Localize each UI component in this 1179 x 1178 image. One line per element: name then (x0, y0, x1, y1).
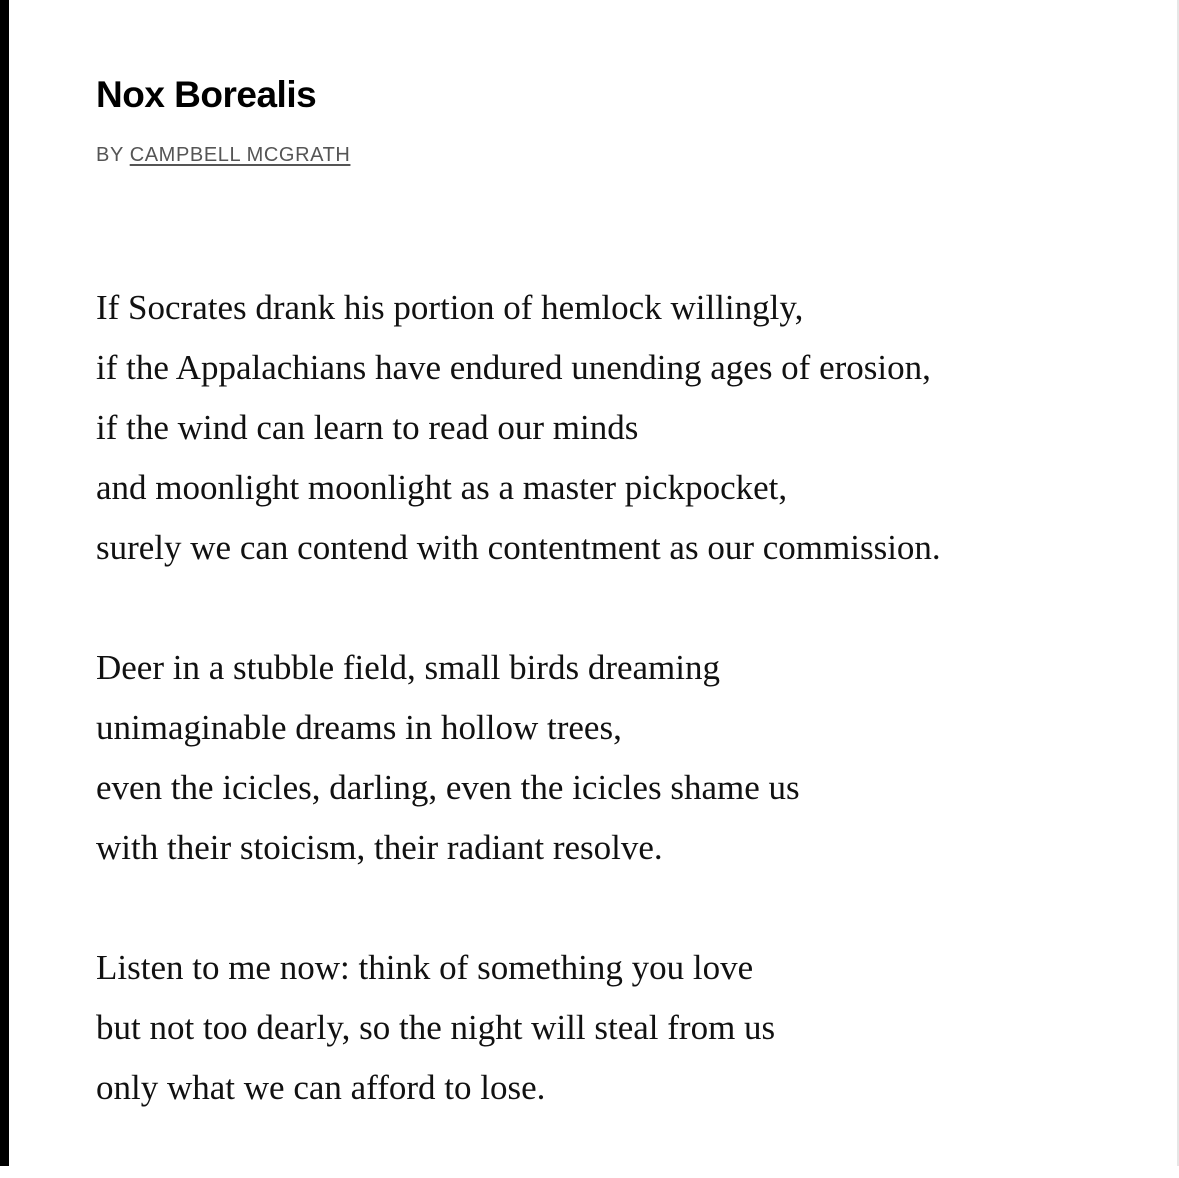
poem-line: if the Appalachians have endured unending ages of erosion, (96, 348, 931, 387)
poem-line: but not too dearly, so the night will steal from us (96, 1008, 776, 1047)
poem-title: Nox Borealis (96, 74, 317, 115)
poem-line: even the icicles, darling, even the icicles shame us (96, 768, 800, 807)
poem-line: If Socrates drank his portion of hemlock willingly, (96, 288, 804, 327)
poem-line: and moonlight moonlight as a master pickpocket, (96, 468, 788, 507)
poem-line: if the wind can learn to read our minds (96, 408, 639, 447)
poem-line: unimaginable dreams in hollow trees, (96, 708, 622, 747)
stanza (96, 938, 1136, 1118)
author-link[interactable]: CAMPBELL MCGRATH (129, 144, 351, 166)
poem-line: Deer in a stubble field, small birds dreaming (96, 648, 721, 687)
poem-line: Listen to me now: think of something you love (96, 948, 754, 987)
stanza (96, 638, 1136, 878)
poem-body (96, 278, 1136, 1118)
stanza (96, 278, 1136, 578)
poem-line: with their stoicism, their radiant resolve. (96, 828, 663, 867)
poem-line: only what we can afford to lose. (96, 1068, 546, 1107)
left-edge-bar (0, 0, 9, 1166)
byline (96, 142, 1136, 168)
byline-prefix: BY (96, 144, 124, 166)
poem-line: surely we can contend with contentment as our commission. (96, 528, 941, 567)
poem-article (96, 70, 1136, 1178)
